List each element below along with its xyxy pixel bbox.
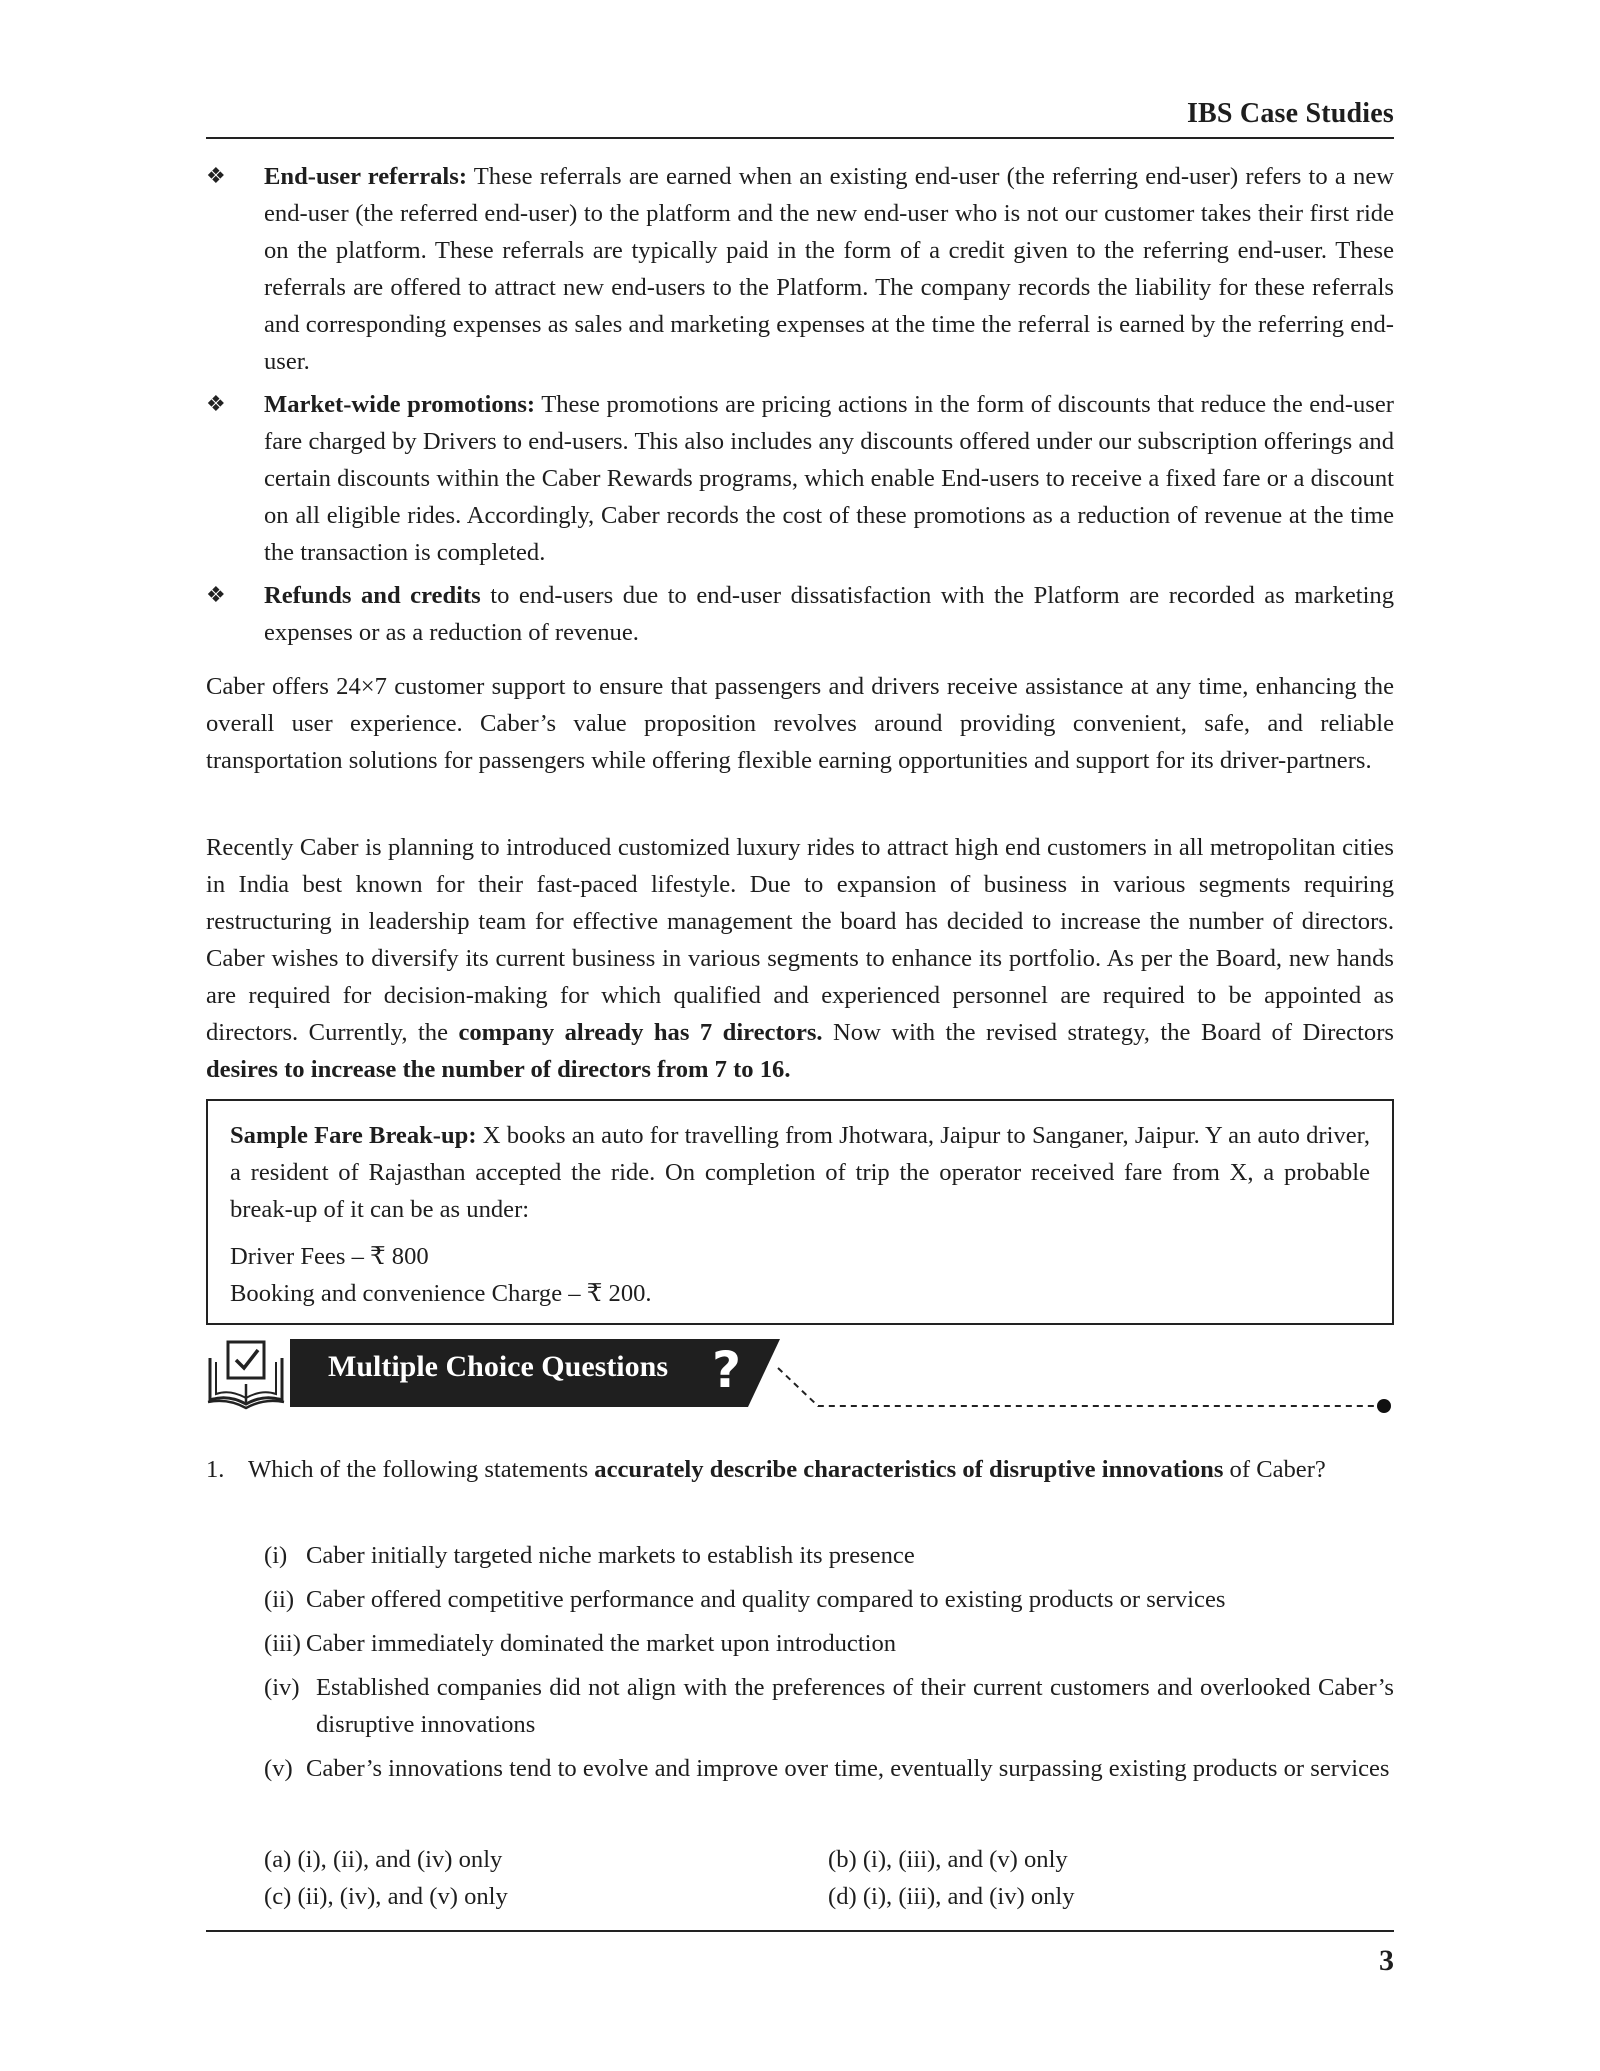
option-d[interactable]: (d) (i), (iii), and (iv) only — [828, 1883, 1075, 1910]
statement-numeral: (v) — [264, 1755, 293, 1782]
sample-fare-box — [206, 1099, 1394, 1325]
diamond-bullet-icon: ❖ — [206, 164, 226, 189]
bullet-text: These referrals are earned when an existing end-user (the referring end-user) refers to a new end-user (the referred end-user) to the platform and the new end-user who is not our customer takes their first ride on the platform. These referrals are typically paid in the form of a credit given to the referring end-user. These referrals are offered to attract new end-users to the Platform. The company records the liability for these referrals and corresponding expenses as sales and marketing expenses at the time the referral is earned by the referring end-user. — [264, 163, 1394, 375]
paragraph-customer-support: Caber offers 24×7 customer support to ensure that passengers and drivers receive assistance at any time, enhancing the overall user experience. Caber’s value proposition revolves around providing convenient, safe, and reliable transportation solutions for passengers while offering flexible earning opportunities and support for its driver-partners. — [206, 673, 1394, 774]
bullet-lead: Refunds and credits — [264, 582, 481, 609]
statement-list — [206, 1537, 1394, 1794]
statement-item — [206, 1669, 1394, 1743]
statement-numeral: (i) — [264, 1542, 288, 1569]
stem-text: Which of the following statements — [248, 1456, 595, 1483]
statement-numeral: (ii) — [264, 1586, 295, 1613]
statement-item — [206, 1750, 1394, 1787]
question-number: 1. — [206, 1456, 225, 1483]
bullet-item-refunds-and-credits — [206, 577, 1394, 651]
mcq-section-banner — [206, 1338, 1394, 1418]
paragraph-text: Now with the revised strategy, the Board of Directors — [822, 1019, 1394, 1046]
statement-text: Established companies did not align with the preferences of their current customers and overlooked Caber’s disruptive innovations — [316, 1674, 1394, 1738]
fare-box-text: X books an auto for travelling from Jhotwara, Jaipur to Sanganer, Jaipur. Y an auto driver, a resident of Rajasthan accepted the ride. On completion of trip the operator received fare from X, a probable break-up of it can be as under: — [230, 1122, 1370, 1223]
option-b[interactable]: (b) (i), (iii), and (v) only — [828, 1846, 1068, 1873]
dashed-connector — [206, 1338, 1394, 1418]
statement-numeral: (iii) — [264, 1630, 301, 1657]
question-stem — [206, 1451, 1394, 1488]
statement-text: Caber initially targeted niche markets to establish its presence — [306, 1542, 915, 1569]
statement-numeral: (iv) — [264, 1674, 300, 1701]
paragraph-text: Recently Caber is planning to introduced customized luxury rides to attract high end customers in all metropolitan cities in India best known for their fast-paced lifestyle. Due to expansion of business in various segments requiring restructuring in leadership team for effective management the board has decided to increase the number of directors. Caber wishes to diversify its current business in various segments to enhance its portfolio. As per the Board, new hands are required for decision-making for which qualified and experienced personnel are required to be appointed as directors. Currently, the — [206, 834, 1394, 1046]
paragraph-directors — [206, 829, 1394, 1088]
bullet-item-end-user-referrals — [206, 158, 1394, 380]
answer-options — [264, 1841, 1394, 1915]
paragraph-bold: desires to increase the number of directors from 7 to 16. — [206, 1056, 791, 1083]
footer-rule — [206, 1930, 1394, 1932]
statement-item — [206, 1625, 1394, 1662]
diamond-bullet-icon: ❖ — [206, 583, 226, 608]
question-1 — [206, 1451, 1394, 1488]
statement-text: Caber immediately dominated the market upon introduction — [306, 1630, 897, 1657]
fare-box-intro — [230, 1117, 1370, 1228]
header-rule — [206, 137, 1394, 139]
mcq-section-title: Multiple Choice Questions — [328, 1350, 669, 1383]
running-header: IBS Case Studies — [1186, 98, 1394, 129]
diamond-bullet-icon: ❖ — [206, 392, 226, 417]
statement-text: Caber offered competitive performance and quality compared to existing products or services — [306, 1586, 1226, 1613]
option-a[interactable]: (a) (i), (ii), and (iv) only — [264, 1846, 503, 1873]
bullet-list — [206, 158, 1394, 657]
option-c[interactable]: (c) (ii), (iv), and (v) only — [264, 1883, 508, 1910]
stem-bold: accurately describe characteristics of disruptive innovations — [594, 1456, 1224, 1483]
statement-item — [206, 1581, 1394, 1618]
fare-box-lead: Sample Fare Break-up: — [230, 1122, 477, 1149]
bullet-item-market-wide-promotions — [206, 386, 1394, 571]
bullet-text: to end-users due to end-user dissatisfaction with the Platform are recorded as marketing expenses or as a reduction of revenue. — [264, 582, 1394, 646]
statement-text: Caber’s innovations tend to evolve and improve over time, eventually surpassing existing products or services — [306, 1755, 1390, 1782]
fare-item-driver-fees: Driver Fees – ₹ 800 — [230, 1243, 429, 1270]
question-mark-icon: ? — [712, 1341, 742, 1399]
page-number: 3 — [1379, 1944, 1394, 1977]
statement-item — [206, 1537, 1394, 1574]
bullet-text: These promotions are pricing actions in the form of discounts that reduce the end-user fare charged by Drivers to end-users. This also includes any discounts offered under our subscription offerings and certain discounts within the Caber Rewards programs, which enable End-users to receive a fixed fare or a discount on all eligible rides. Accordingly, Caber records the cost of these promotions as a reduction of revenue at the time the transaction is completed. — [264, 391, 1394, 566]
bullet-lead: End-user referrals: — [264, 163, 468, 190]
paragraph-bold: company already has 7 directors. — [458, 1019, 823, 1046]
stem-text: of Caber? — [1223, 1456, 1326, 1483]
fare-item-booking-charge: Booking and convenience Charge – ₹ 200. — [230, 1280, 652, 1307]
bullet-lead: Market-wide promotions: — [264, 391, 536, 418]
